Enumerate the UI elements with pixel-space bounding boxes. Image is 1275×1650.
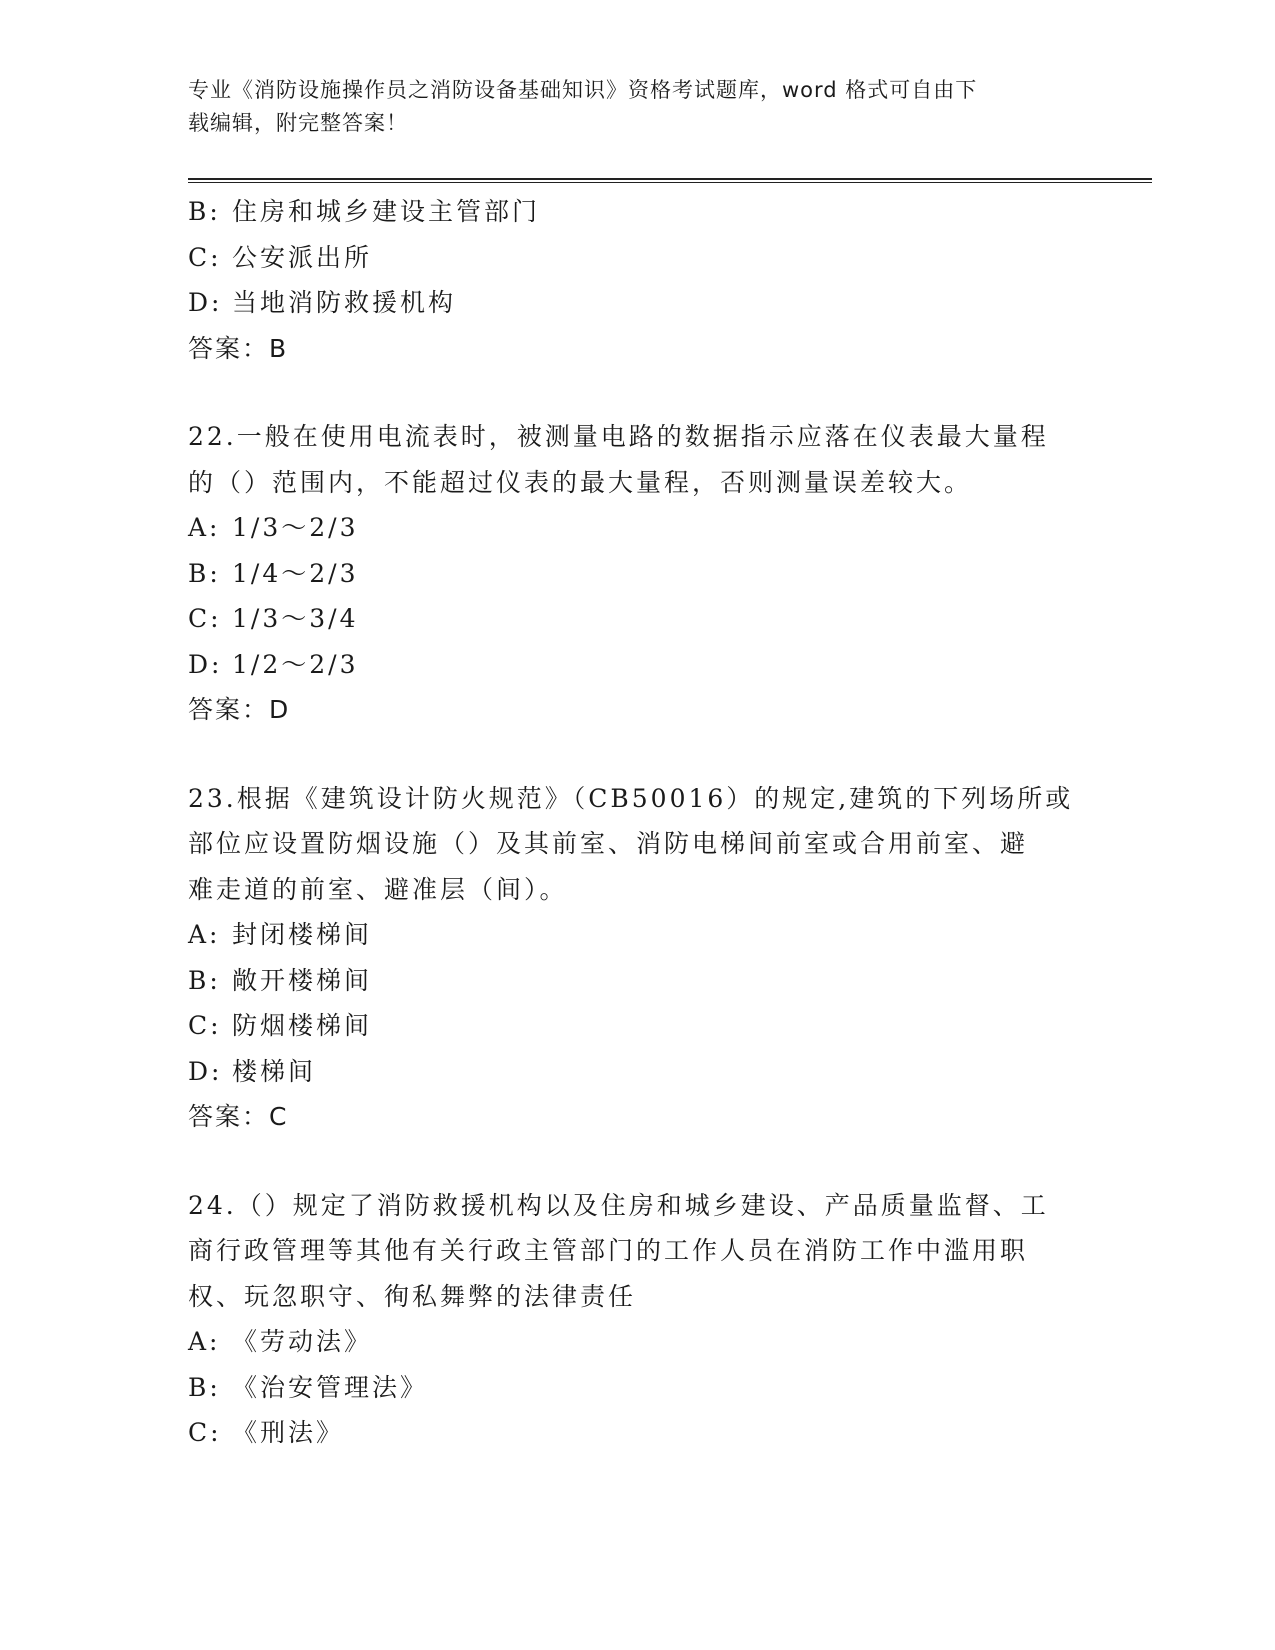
option-b: B: 敞开楼梯间 <box>188 965 373 995</box>
option-c: C: 1/3～3/4 <box>188 604 359 633</box>
option-d: D: 楼梯间 <box>188 1056 317 1086</box>
option-a: A: 《劳动法》 <box>188 1327 373 1356</box>
answer: 答案：C <box>188 1102 289 1131</box>
question-content <box>188 189 1088 1456</box>
question-stem-line: 24.（）规定了消防救援机构以及住房和城乡建设、产品质量监督、工 <box>188 1190 1049 1220</box>
question-21-tail <box>188 189 1088 371</box>
question-stem-line: 的（）范围内，不能超过仪表的最大量程，否则测量误差较大。 <box>188 467 973 497</box>
option-c: C: 《刑法》 <box>188 1418 345 1447</box>
question-stem-line: 部位应设置防烟设施（）及其前室、消防电梯间前室或合用前室、避 <box>188 829 1029 858</box>
answer: 答案：B <box>188 333 289 363</box>
question-22 <box>188 414 1088 733</box>
page-header <box>188 74 1068 140</box>
answer: 答案：D <box>188 695 291 724</box>
question-stem-line: 难走道的前室、避准层（间）。 <box>188 874 568 904</box>
option-b: B: 《治安管理法》 <box>188 1372 429 1402</box>
header-line-1: 专业《消防设施操作员之消防设备基础知识》资格考试题库，word 格式可自由下 <box>188 78 978 102</box>
question-24 <box>188 1183 1088 1456</box>
option-d: D: 当地消防救援机构 <box>188 288 457 317</box>
question-stem-line: 商行政管理等其他有关行政主管部门的工作人员在消防工作中滥用职 <box>188 1236 1029 1265</box>
question-stem-line: 权、玩忽职守、徇私舞弊的法律责任 <box>188 1281 637 1311</box>
header-line-2: 载编辑，附完整答案！ <box>188 111 408 135</box>
option-d: D: 1/2～2/3 <box>188 649 359 679</box>
option-a: A: 1/3～2/3 <box>188 513 359 542</box>
option-b: B: 1/4～2/3 <box>188 558 359 588</box>
header-rule-thin <box>188 182 1152 183</box>
option-a: A: 封闭楼梯间 <box>188 920 373 949</box>
option-c: C: 防烟楼梯间 <box>188 1011 373 1040</box>
option-b: B: 住房和城乡建设主管部门 <box>188 197 541 226</box>
question-stem-line: 23.根据《建筑设计防火规范》（CB50016）的规定,建筑的下列场所或 <box>188 783 1074 813</box>
option-c: C: 公安派出所 <box>188 242 373 272</box>
question-stem-line: 22.一般在使用电流表时，被测量电路的数据指示应落在仪表最大量程 <box>188 422 1049 451</box>
question-23 <box>188 776 1088 1140</box>
header-rule-thick <box>188 178 1152 180</box>
